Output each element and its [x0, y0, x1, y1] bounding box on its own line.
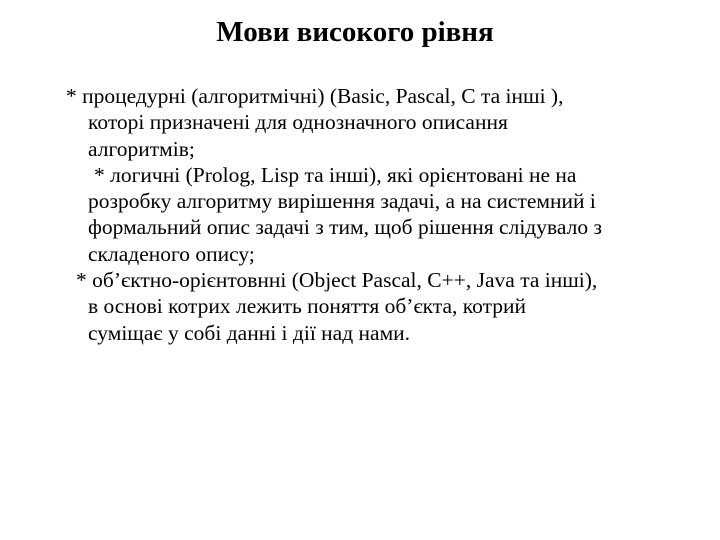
body-line: розробку алгоритму вирішення задачі, а на системний і — [88, 189, 596, 214]
body-line: формальний опис задачі з тим, щоб рішення слідувало з — [88, 215, 602, 240]
slide-body — [66, 83, 706, 346]
slide-title: Мови високого рівня — [216, 16, 494, 48]
body-line-procedural-languages: * процедурні (алгоритмічні) (Basic, Pascal, C та інші ), — [66, 84, 564, 108]
body-line: которі призначені для однозначного описання — [88, 110, 508, 135]
body-line: алгоритмів; — [88, 136, 195, 161]
body-line: суміщає у собі данні і дії над нами. — [88, 320, 411, 345]
body-line-object-oriented-languages: * об’єктно-орієнтовнні (Object Pascal, C++, Java та інші), — [76, 268, 598, 293]
body-line-logic-languages: * логичні (Prolog, Lisp та інші), які орієнтовані не на — [94, 162, 577, 187]
body-line: складеного опису; — [88, 241, 255, 266]
body-line: в основі котрих лежить поняття об’єкта, котрий — [88, 294, 527, 319]
